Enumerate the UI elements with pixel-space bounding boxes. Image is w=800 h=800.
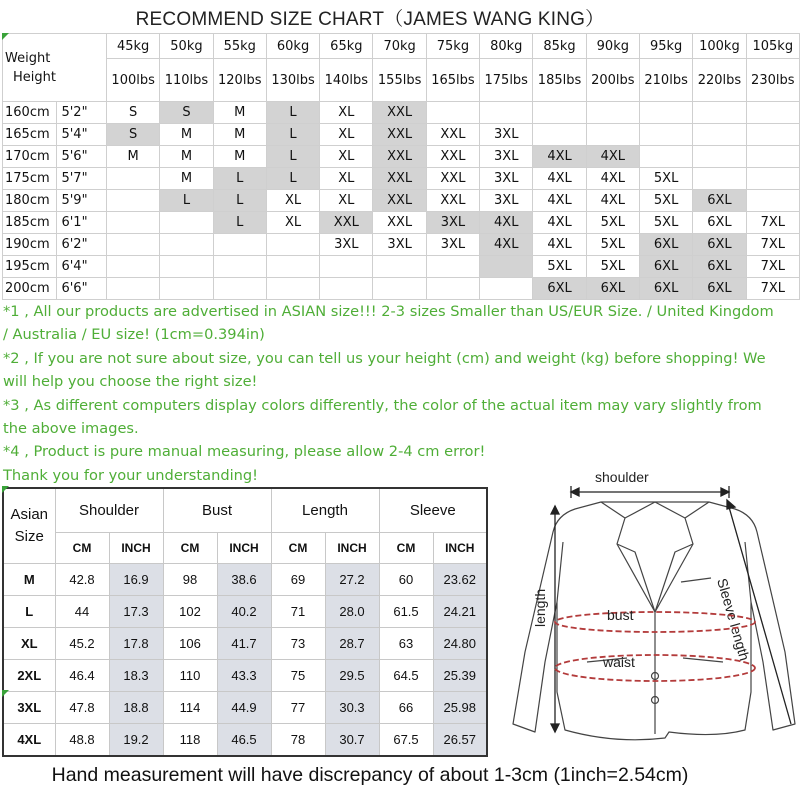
size-cell xyxy=(107,168,160,190)
size-cell: 6XL xyxy=(693,234,746,256)
size-cell: 5XL xyxy=(639,168,692,190)
value-cm: 73 xyxy=(271,628,325,660)
size-cell: 3XL xyxy=(480,124,533,146)
height-cm: 175cm xyxy=(3,168,57,190)
size-cell: 3XL xyxy=(426,212,479,234)
size-cell: 3XL xyxy=(480,146,533,168)
value-cm: 71 xyxy=(271,596,325,628)
size-cell xyxy=(160,256,213,278)
size-cell: XXL xyxy=(426,146,479,168)
height-ft: 5'2" xyxy=(57,102,107,124)
unit-cm-header: CM xyxy=(379,533,433,564)
corner-tick-mark xyxy=(2,486,9,493)
unit-cm-header: CM xyxy=(55,533,109,564)
size-cell: 6XL xyxy=(639,256,692,278)
unit-inch-header: INCH xyxy=(217,533,271,564)
size-cell: S xyxy=(107,102,160,124)
size-cell: 6XL xyxy=(693,256,746,278)
size-cell xyxy=(160,278,213,300)
corner-tick-mark xyxy=(2,33,9,40)
note-3-line-2: the above images. xyxy=(3,420,139,438)
weight-kg-header: 95kg xyxy=(639,34,692,59)
size-cell: XL xyxy=(320,168,373,190)
size-cell: XXL xyxy=(373,102,426,124)
size-cell: L xyxy=(266,102,319,124)
size-label: Size xyxy=(14,528,44,545)
asian-size: XL xyxy=(3,628,55,660)
value-cm: 69 xyxy=(271,564,325,596)
size-cell: M xyxy=(160,168,213,190)
height-cm: 185cm xyxy=(3,212,57,234)
measure-column-header: Shoulder xyxy=(55,488,163,533)
size-cell: S xyxy=(107,124,160,146)
weight-lbs-header: 120lbs xyxy=(213,59,266,102)
size-cell: M xyxy=(160,124,213,146)
height-row xyxy=(3,102,800,124)
size-cell: 5XL xyxy=(586,256,639,278)
size-cell: 4XL xyxy=(533,168,586,190)
size-cell: XL xyxy=(320,190,373,212)
weight-lbs-header: 130lbs xyxy=(266,59,319,102)
size-cell: L xyxy=(266,146,319,168)
size-cell: XXL xyxy=(373,212,426,234)
size-cell xyxy=(639,146,692,168)
size-cell: 4XL xyxy=(480,234,533,256)
value-inch: 46.5 xyxy=(217,724,271,757)
size-cell xyxy=(426,256,479,278)
size-cell: M xyxy=(213,102,266,124)
value-cm: 78 xyxy=(271,724,325,757)
size-cell: 4XL xyxy=(533,212,586,234)
size-cell: 4XL xyxy=(586,190,639,212)
value-inch: 38.6 xyxy=(217,564,271,596)
height-ft: 6'4" xyxy=(57,256,107,278)
size-cell xyxy=(320,278,373,300)
value-inch: 44.9 xyxy=(217,692,271,724)
height-ft: 5'7" xyxy=(57,168,107,190)
unit-inch-header: INCH xyxy=(325,533,379,564)
value-cm: 47.8 xyxy=(55,692,109,724)
size-cell: L xyxy=(266,168,319,190)
height-row xyxy=(3,190,800,212)
height-ft: 6'2" xyxy=(57,234,107,256)
height-ft: 5'9" xyxy=(57,190,107,212)
size-cell xyxy=(373,256,426,278)
size-cell xyxy=(746,190,799,212)
recommend-size-table xyxy=(2,33,800,300)
height-row xyxy=(3,256,800,278)
asian-size: M xyxy=(3,564,55,596)
unit-inch-header: INCH xyxy=(109,533,163,564)
value-cm: 60 xyxy=(379,564,433,596)
bust-label: bust xyxy=(607,607,634,623)
height-cm: 170cm xyxy=(3,146,57,168)
value-cm: 98 xyxy=(163,564,217,596)
size-cell: 3XL xyxy=(480,168,533,190)
size-cell: 4XL xyxy=(480,212,533,234)
height-cm: 165cm xyxy=(3,124,57,146)
size-cell xyxy=(693,168,746,190)
size-cell: M xyxy=(213,146,266,168)
size-cell xyxy=(426,278,479,300)
size-cell: M xyxy=(107,146,160,168)
height-cm: 190cm xyxy=(3,234,57,256)
value-cm: 42.8 xyxy=(55,564,109,596)
note-1-line-1: *1 , All our products are advertised in ASIAN size!!! 2-3 sizes Smaller than US/EUR Size. / United Kingdom xyxy=(3,303,774,320)
height-ft: 5'4" xyxy=(57,124,107,146)
size-cell: XXL xyxy=(373,146,426,168)
size-cell xyxy=(320,256,373,278)
size-cell xyxy=(107,234,160,256)
value-inch: 16.9 xyxy=(109,564,163,596)
weight-lbs-header: 200lbs xyxy=(586,59,639,102)
height-row xyxy=(3,168,800,190)
size-cell: XL xyxy=(266,212,319,234)
weight-lbs-header: 210lbs xyxy=(639,59,692,102)
value-inch: 18.3 xyxy=(109,660,163,692)
notes-block xyxy=(3,300,798,487)
corner-header xyxy=(3,34,107,102)
asian-size-header xyxy=(3,488,55,564)
weight-lbs-header: 155lbs xyxy=(373,59,426,102)
value-cm: 114 xyxy=(163,692,217,724)
size-cell xyxy=(213,234,266,256)
weight-label: Weight xyxy=(5,50,51,66)
size-cell xyxy=(107,278,160,300)
size-cell: 3XL xyxy=(480,190,533,212)
weight-lbs-header: 140lbs xyxy=(320,59,373,102)
height-row xyxy=(3,212,800,234)
weight-kg-header: 75kg xyxy=(426,34,479,59)
size-cell xyxy=(213,278,266,300)
measure-column-header: Length xyxy=(271,488,379,533)
weight-kg-header: 45kg xyxy=(107,34,160,59)
size-cell xyxy=(426,102,479,124)
size-cell: L xyxy=(213,190,266,212)
footer-note: Hand measurement will have discrepancy of about 1-3cm (1inch=2.54cm) xyxy=(51,764,689,786)
measure-row xyxy=(3,564,487,596)
size-cell: 4XL xyxy=(533,190,586,212)
size-cell: 6XL xyxy=(639,278,692,300)
measure-row xyxy=(3,660,487,692)
value-inch: 30.7 xyxy=(325,724,379,757)
value-cm: 46.4 xyxy=(55,660,109,692)
size-cell xyxy=(639,102,692,124)
size-cell xyxy=(746,124,799,146)
value-inch: 43.3 xyxy=(217,660,271,692)
size-cell xyxy=(746,146,799,168)
size-cell: 4XL xyxy=(586,146,639,168)
height-ft: 6'1" xyxy=(57,212,107,234)
jacket-lapel xyxy=(617,544,693,612)
weight-kg-header: 105kg xyxy=(746,34,799,59)
value-inch: 30.3 xyxy=(325,692,379,724)
asian-size: L xyxy=(3,596,55,628)
height-cm: 195cm xyxy=(3,256,57,278)
note-2-line-1: *2 , If you are not sure about size, you can tell us your height (cm) and weight (kg) before shopping! We xyxy=(3,349,766,367)
size-cell: M xyxy=(160,146,213,168)
value-cm: 48.8 xyxy=(55,724,109,757)
value-inch: 17.3 xyxy=(109,596,163,628)
weight-kg-header: 50kg xyxy=(160,34,213,59)
asian-size: 4XL xyxy=(3,724,55,757)
corner-tick-mark xyxy=(2,690,9,697)
size-cell: 3XL xyxy=(426,234,479,256)
size-cell: 4XL xyxy=(533,234,586,256)
size-cell: S xyxy=(160,102,213,124)
size-cell: 3XL xyxy=(373,234,426,256)
size-cell xyxy=(480,278,533,300)
weight-kg-header: 80kg xyxy=(480,34,533,59)
measure-row xyxy=(3,692,487,724)
note-1-line-2: / Australia / EU size! (1cm=0.394in) xyxy=(3,326,265,344)
size-cell xyxy=(480,256,533,278)
asian-label: Asian xyxy=(10,506,49,523)
size-cell: XL xyxy=(320,146,373,168)
unit-inch-header: INCH xyxy=(433,533,487,564)
size-cell: 5XL xyxy=(586,234,639,256)
value-inch: 24.21 xyxy=(433,596,487,628)
size-cell: 6XL xyxy=(639,234,692,256)
weight-kg-header: 55kg xyxy=(213,34,266,59)
size-cell: 7XL xyxy=(746,234,799,256)
size-cell: 3XL xyxy=(320,234,373,256)
value-cm: 63 xyxy=(379,628,433,660)
size-cell: XXL xyxy=(373,168,426,190)
size-cell xyxy=(586,124,639,146)
height-row xyxy=(3,278,800,300)
value-inch: 28.7 xyxy=(325,628,379,660)
value-inch: 28.0 xyxy=(325,596,379,628)
measure-row xyxy=(3,628,487,660)
jacket-outline-svg xyxy=(505,462,797,758)
size-cell: XXL xyxy=(426,168,479,190)
height-label: Height xyxy=(13,69,56,85)
weight-lbs-header: 100lbs xyxy=(107,59,160,102)
height-ft: 6'6" xyxy=(57,278,107,300)
value-inch: 19.2 xyxy=(109,724,163,757)
size-cell: 5XL xyxy=(586,212,639,234)
length-label: length xyxy=(532,588,548,627)
value-inch: 26.57 xyxy=(433,724,487,757)
weight-kg-header: 100kg xyxy=(693,34,746,59)
size-cell: L xyxy=(213,212,266,234)
size-cell: 7XL xyxy=(746,278,799,300)
size-cell: XXL xyxy=(320,212,373,234)
size-cell xyxy=(266,278,319,300)
size-cell xyxy=(746,102,799,124)
size-cell xyxy=(107,190,160,212)
size-cell xyxy=(639,124,692,146)
value-inch: 25.39 xyxy=(433,660,487,692)
weight-kg-header: 90kg xyxy=(586,34,639,59)
size-cell: 6XL xyxy=(586,278,639,300)
size-cell: 6XL xyxy=(693,190,746,212)
weight-lbs-header: 110lbs xyxy=(160,59,213,102)
height-cm: 180cm xyxy=(3,190,57,212)
sleeve-length-label: Sleeve length xyxy=(714,576,753,663)
jacket-diagram xyxy=(505,462,797,758)
size-cell xyxy=(693,146,746,168)
weight-lbs-header: 165lbs xyxy=(426,59,479,102)
weight-kg-header: 60kg xyxy=(266,34,319,59)
value-cm: 61.5 xyxy=(379,596,433,628)
chart-title: RECOMMEND SIZE CHART（JAMES WANG KING） xyxy=(135,9,605,30)
size-cell: 4XL xyxy=(533,146,586,168)
value-cm: 67.5 xyxy=(379,724,433,757)
weight-lbs-header: 220lbs xyxy=(693,59,746,102)
size-cell xyxy=(107,212,160,234)
measure-column-header: Sleeve xyxy=(379,488,487,533)
value-cm: 64.5 xyxy=(379,660,433,692)
size-cell xyxy=(693,102,746,124)
size-cell: XXL xyxy=(373,190,426,212)
value-inch: 17.8 xyxy=(109,628,163,660)
height-ft: 5'6" xyxy=(57,146,107,168)
height-row xyxy=(3,124,800,146)
value-inch: 41.7 xyxy=(217,628,271,660)
weight-lbs-header: 175lbs xyxy=(480,59,533,102)
size-cell: L xyxy=(213,168,266,190)
shoulder-label: shoulder xyxy=(595,469,649,485)
size-cell xyxy=(266,256,319,278)
value-inch: 27.2 xyxy=(325,564,379,596)
note-3-line-1: *3 , As different computers display colors differently, the color of the actual item may vary slightly from xyxy=(3,396,762,414)
height-cm: 160cm xyxy=(3,102,57,124)
size-cell xyxy=(160,234,213,256)
value-cm: 75 xyxy=(271,660,325,692)
measure-row xyxy=(3,724,487,757)
measure-column-header: Bust xyxy=(163,488,271,533)
size-cell xyxy=(266,234,319,256)
size-cell: M xyxy=(213,124,266,146)
weight-kg-header: 65kg xyxy=(320,34,373,59)
size-cell: 4XL xyxy=(586,168,639,190)
value-cm: 77 xyxy=(271,692,325,724)
note-4: *4 , Product is pure manual measuring, please allow 2-4 cm error! xyxy=(3,443,486,461)
size-cell: 5XL xyxy=(639,212,692,234)
value-cm: 102 xyxy=(163,596,217,628)
size-cell xyxy=(693,124,746,146)
weight-lbs-header: 230lbs xyxy=(746,59,799,102)
height-row xyxy=(3,234,800,256)
weight-kg-header: 70kg xyxy=(373,34,426,59)
value-inch: 40.2 xyxy=(217,596,271,628)
measure-row xyxy=(3,596,487,628)
size-cell: XXL xyxy=(426,124,479,146)
size-cell: XL xyxy=(320,102,373,124)
unit-cm-header: CM xyxy=(163,533,217,564)
weight-lbs-header: 185lbs xyxy=(533,59,586,102)
value-cm: 66 xyxy=(379,692,433,724)
size-cell xyxy=(160,212,213,234)
size-cell: 6XL xyxy=(693,278,746,300)
size-cell xyxy=(533,124,586,146)
jacket-collar xyxy=(601,502,709,612)
size-cell xyxy=(533,102,586,124)
measurement-table xyxy=(2,487,488,757)
value-cm: 44 xyxy=(55,596,109,628)
size-cell: 6XL xyxy=(693,212,746,234)
value-inch: 18.8 xyxy=(109,692,163,724)
size-cell: L xyxy=(266,124,319,146)
size-cell: 6XL xyxy=(533,278,586,300)
value-inch: 23.62 xyxy=(433,564,487,596)
height-cm: 200cm xyxy=(3,278,57,300)
value-cm: 110 xyxy=(163,660,217,692)
size-cell: XL xyxy=(266,190,319,212)
note-2-line-2: will help you choose the right size! xyxy=(3,373,258,391)
size-cell: XXL xyxy=(373,124,426,146)
weight-kg-header: 85kg xyxy=(533,34,586,59)
waist-label: waist xyxy=(603,654,635,670)
asian-size: 2XL xyxy=(3,660,55,692)
size-cell xyxy=(373,278,426,300)
size-cell: XL xyxy=(320,124,373,146)
thank-you-note: Thank you for your understanding! xyxy=(3,466,258,484)
size-cell xyxy=(107,256,160,278)
value-cm: 118 xyxy=(163,724,217,757)
size-cell xyxy=(213,256,266,278)
value-inch: 29.5 xyxy=(325,660,379,692)
size-cell: 7XL xyxy=(746,212,799,234)
value-cm: 45.2 xyxy=(55,628,109,660)
size-cell: 7XL xyxy=(746,256,799,278)
value-inch: 24.80 xyxy=(433,628,487,660)
value-cm: 106 xyxy=(163,628,217,660)
value-inch: 25.98 xyxy=(433,692,487,724)
size-cell: L xyxy=(160,190,213,212)
size-cell xyxy=(746,168,799,190)
unit-cm-header: CM xyxy=(271,533,325,564)
size-cell xyxy=(480,102,533,124)
size-cell: 5XL xyxy=(533,256,586,278)
size-cell: 5XL xyxy=(639,190,692,212)
height-row xyxy=(3,146,800,168)
size-cell: XXL xyxy=(426,190,479,212)
asian-size: 3XL xyxy=(3,692,55,724)
size-cell xyxy=(586,102,639,124)
